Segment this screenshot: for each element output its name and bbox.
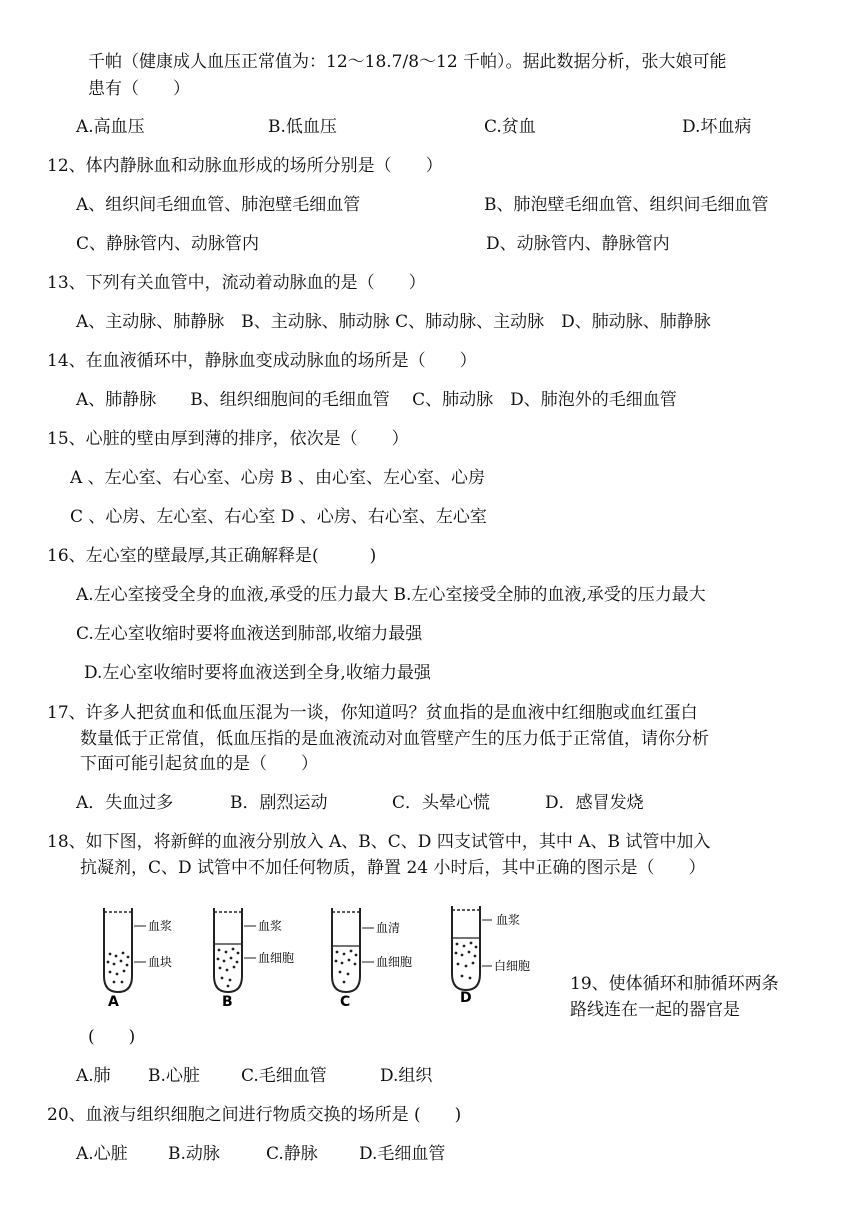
- q20-stem: 20、血液与组织细胞之间进行物质交换的场所是 ( ): [47, 1105, 462, 1125]
- q17-option-c: C．头晕心慌: [392, 793, 491, 813]
- q15-options-line2: C 、心房、左心室、右心室 D 、心房、右心室、左心室: [70, 507, 487, 527]
- q17-line2: 数量低于正常值，低血压指的是血液流动对血管壁产生的压力低于正常值，请你分析: [80, 729, 709, 749]
- q19-option-c: C.毛细血管: [241, 1066, 327, 1086]
- test-tube-a: [104, 908, 172, 1008]
- q13-options: A、主动脉、肺静脉 B、主动脉、肺动脉 C、肺动脉、主动脉 D、肺动脉、肺静脉: [76, 312, 711, 332]
- tube-d-top-label: 血浆: [496, 913, 521, 927]
- test-tube-c: [332, 908, 412, 1008]
- q20-option-c: C.静脉: [266, 1144, 318, 1164]
- tube-c-bottom-label: 血细胞: [376, 955, 413, 969]
- tube-a-bottom-label: 血块: [148, 955, 173, 969]
- q19-line1: 19、使体循环和肺循环两条: [570, 974, 779, 994]
- q11-line2: 患有（ ）: [88, 79, 190, 99]
- q12-option-c: C、静脉管内、动脉管内: [76, 234, 260, 254]
- q16-stem: 16、左心室的壁最厚,其正确解释是( ): [47, 546, 377, 566]
- q19-option-a: A.肺: [76, 1066, 111, 1086]
- q17-option-b: B．剧烈运动: [230, 793, 328, 813]
- q16-options-line1: A.左心室接受全身的血液,承受的压力最大 B.左心室接受全肺的血液,承受的压力最大: [76, 585, 706, 605]
- q11-line1: 千帕（健康成人血压正常值为：12～18.7/8～12 千帕）。据此数据分析，张大娘可能: [88, 52, 727, 72]
- test-tube-diagram: [96, 896, 556, 1008]
- q11-option-a: A.高血压: [76, 117, 145, 137]
- q19-paren: ( ): [88, 1027, 136, 1047]
- tube-c-top-label: 血清: [376, 921, 401, 935]
- q12-stem: 12、体内静脉血和动脉血形成的场所分别是（ ）: [47, 156, 443, 176]
- test-tube-figure: [96, 896, 556, 1008]
- tube-a-letter: A: [108, 994, 119, 1008]
- q15-stem: 15、心脏的壁由厚到薄的排序，依次是（ ）: [47, 429, 409, 449]
- q14-options: A、肺静脉 B、组织细胞间的毛细血管 C、肺动脉 D、肺泡外的毛细血管: [76, 390, 677, 410]
- q20-option-d: D.毛细血管: [359, 1144, 446, 1164]
- q17-line3: 下面可能引起贫血的是（ ）: [80, 754, 318, 774]
- q20-option-b: B.动脉: [168, 1144, 220, 1164]
- q16-options-line3: D.左心室收缩时要将血液送到全身,收缩力最强: [84, 663, 431, 683]
- tube-d-bottom-label: 白细胞: [494, 959, 531, 973]
- q20-option-a: A.心脏: [76, 1144, 128, 1164]
- q19-option-b: B.心脏: [148, 1066, 200, 1086]
- q17-option-a: A．失血过多: [76, 793, 174, 813]
- q14-stem: 14、在血液循环中，静脉血变成动脉血的场所是（ ）: [47, 351, 477, 371]
- tube-d-letter: D: [460, 990, 472, 1006]
- q19-option-d: D.组织: [380, 1066, 433, 1086]
- q12-option-d: D、动脉管内、静脉管内: [486, 234, 670, 254]
- test-tube-b: [214, 908, 294, 1008]
- test-tube-d: [452, 906, 530, 1006]
- q12-option-a: A、组织间毛细血管、肺泡壁毛细血管: [76, 195, 361, 215]
- tube-b-bottom-label: 血细胞: [258, 951, 295, 965]
- q15-options-line1: A 、左心室、右心室、心房 B 、由心室、左心室、心房: [70, 468, 485, 488]
- q12-option-b: B、肺泡壁毛细血管、组织间毛细血管: [484, 195, 769, 215]
- q18-line2: 抗凝剂，C、D 试管中不加任何物质，静置 24 小时后，其中正确的图示是（ ）: [80, 858, 706, 878]
- q16-options-line2: C.左心室收缩时要将血液送到肺部,收缩力最强: [76, 624, 423, 644]
- tube-b-top-label: 血浆: [258, 919, 283, 933]
- tube-a-top-label: 血浆: [148, 919, 173, 933]
- q17-line1: 17、许多人把贫血和低血压混为一谈，你知道吗？贫血指的是血液中红细胞或血红蛋白: [47, 703, 698, 723]
- q18-line1: 18、如下图，将新鲜的血液分别放入 A、B、C、D 四支试管中，其中 A、B 试管中加入: [47, 832, 711, 852]
- q11-option-c: C.贫血: [484, 117, 536, 137]
- tube-b-letter: B: [222, 994, 233, 1008]
- q11-option-b: B.低血压: [268, 117, 337, 137]
- q19-line2: 路线连在一起的器官是: [570, 1000, 740, 1020]
- q11-option-d: D.坏血病: [682, 117, 752, 137]
- tube-c-letter: C: [340, 994, 351, 1008]
- q17-option-d: D．感冒发烧: [545, 793, 644, 813]
- q13-stem: 13、下列有关血管中，流动着动脉血的是（ ）: [47, 273, 426, 293]
